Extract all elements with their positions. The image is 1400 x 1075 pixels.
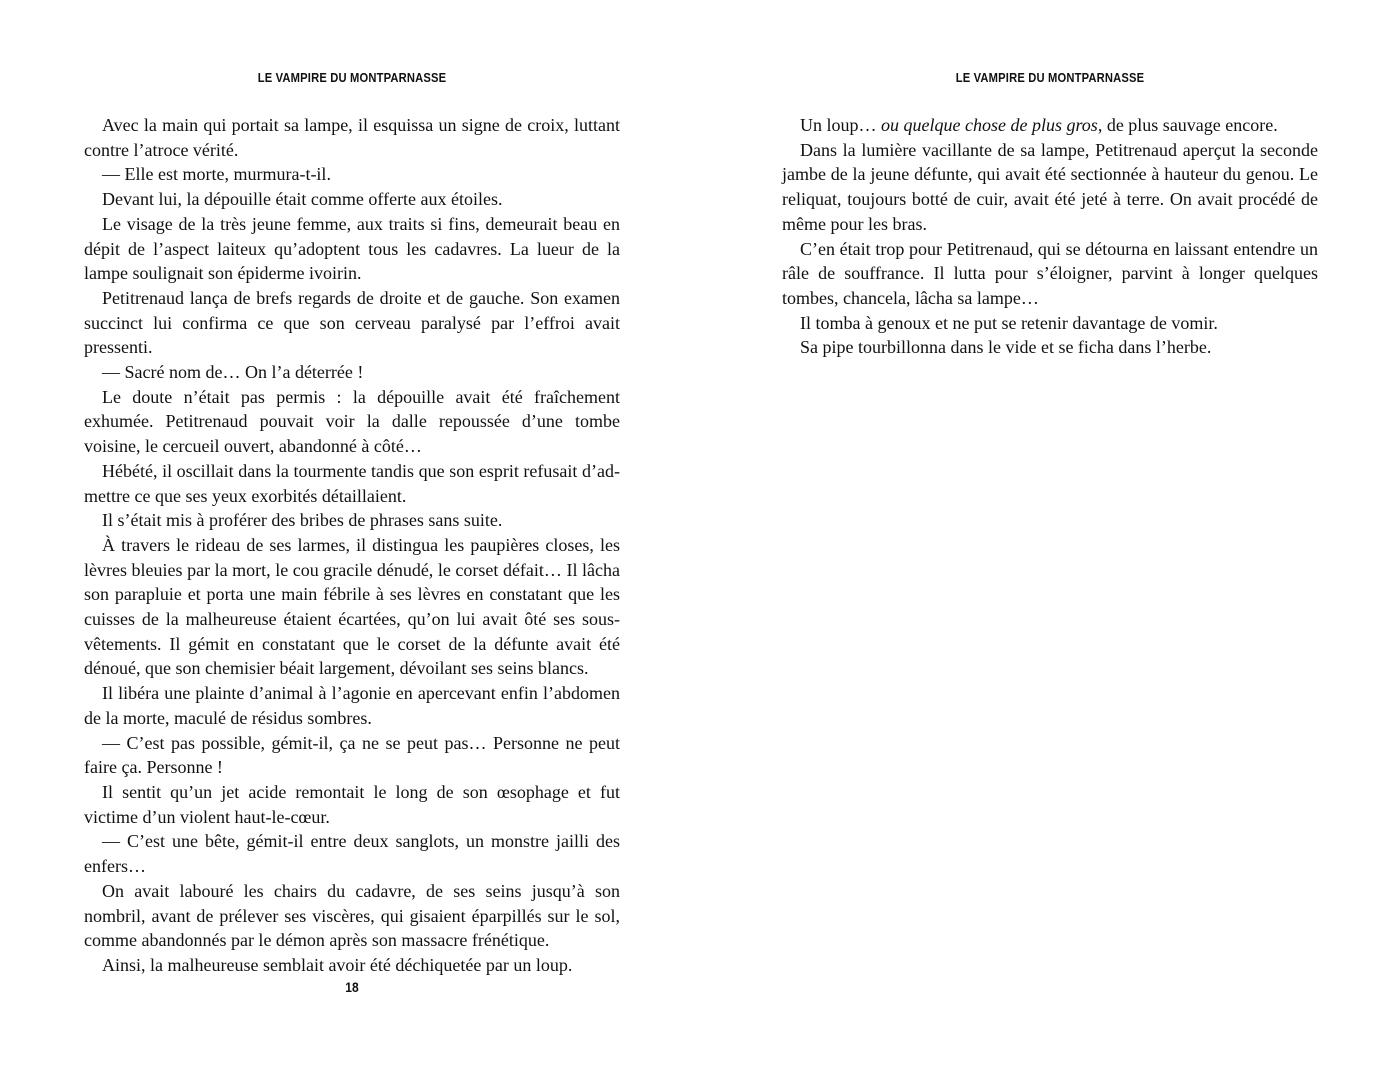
paragraph: À travers le rideau de ses larmes, il distingua les paupières closes, les lèvres bleuies par la mort, le cou gracile dénudé, le corset défait… Il lâcha son parapluie et porta une main fébrile à ses lèvres en constatant que les cuisses de la malheureuse étaient écartées, qu’on lui avait ôté ses sous-vêtements. Il gémit en constatant que le corset de la défunte avait été dénoué, que son chemisier béait largement, dévoilant ses seins blancs. bbox=[84, 534, 620, 679]
paragraph: — C’est pas possible, gémit-il, ça ne se peut pas… Personne ne peut faire ça. Personne ! bbox=[84, 732, 620, 778]
running-head: LE VAMPIRE DU MONTPARNASSE bbox=[955, 70, 1145, 85]
paragraph: Il s’était mis à proférer des bribes de phrases sans suite. bbox=[102, 510, 503, 531]
paragraph: — Sacré nom de… On l’a déterrée ! bbox=[102, 362, 364, 383]
paragraph: On avait labouré les chairs du cadavre, de ses seins jusqu’à son nombril, avant de prélever ses viscères, qui gisaient éparpillés sur le sol, comme abandonnés par le démon après son massacre frénétique. bbox=[84, 880, 620, 951]
text-run: , de plus sauvage encore. bbox=[1097, 115, 1278, 135]
right-page bbox=[782, 0, 1318, 1075]
page-number: 18 bbox=[345, 979, 359, 995]
paragraph: — C’est une bête, gémit-il entre deux sanglots, un monstre jailli des enfers… bbox=[84, 831, 620, 877]
left-body-text bbox=[84, 113, 620, 978]
paragraph bbox=[782, 113, 1318, 138]
paragraph: Avec la main qui portait sa lampe, il esquissa un signe de croix, luttant contre l’atroce vérité. bbox=[84, 115, 620, 160]
paragraph: Sa pipe tourbillonna dans le vide et se ficha dans l’herbe. bbox=[800, 337, 1212, 358]
paragraph: Il tomba à genoux et ne put se retenir davantage de vomir. bbox=[800, 312, 1218, 333]
paragraph: Ainsi, la malheureuse semblait avoir été déchiquetée par un loup. bbox=[102, 954, 573, 975]
right-body-text bbox=[782, 113, 1318, 360]
paragraph: Devant lui, la dépouille était comme offerte aux étoiles. bbox=[102, 189, 503, 210]
paragraph: Il libéra une plainte d’animal à l’agonie en apercevant enfin l’abdomen de la morte, maculé de résidus sombres. bbox=[84, 683, 620, 728]
paragraph: Le visage de la très jeune femme, aux traits si fins, demeurait beau en dépit de l’aspect laiteux qu’adoptent tous les cadavres. La lueur de la lampe soulignait son épiderme ivoirin. bbox=[84, 213, 620, 284]
paragraph: Hébété, il oscillait dans la tourmente tandis que son esprit refusait d’admettre ce que ses yeux exorbités détaillaient. bbox=[84, 460, 620, 506]
text-run: Un loup… bbox=[800, 115, 881, 135]
paragraph: Le doute n’était pas permis : la dépouille avait été fraîchement exhumée. Petitrenaud pouvait voir la dalle repoussée d’une tombe voisine, le cercueil ouvert, abandonné à côté… bbox=[84, 386, 620, 457]
italic-phrase: ou quelque chose de plus gros bbox=[881, 115, 1098, 135]
paragraph: Il sentit qu’un jet acide remontait le long de son œsophage et fut victime d’un violent haut-le-cœur. bbox=[84, 781, 620, 827]
paragraph: — Elle est morte, murmura-t-il. bbox=[102, 164, 331, 185]
paragraph: Dans la lumière vacillante de sa lampe, Petitrenaud aperçut la seconde jambe de la jeune défunte, qui avait été sectionnée à hauteur du genou. Le reliquat, toujours botté de cuir, avait été jeté à terre. On avait procédé de même pour les bras. bbox=[782, 139, 1318, 234]
paragraph: Petitrenaud lança de brefs regards de droite et de gauche. Son examen succinct lui confirma ce que son cerveau paralysé par l’effroi avait pressenti. bbox=[84, 287, 620, 358]
paragraph: C’en était trop pour Petitrenaud, qui se détourna en laissant entendre un râle de souffrance. Il lutta pour s’éloigner, parvint à longer quelques tombes, chancela, lâcha sa lampe… bbox=[782, 238, 1318, 308]
running-head: LE VAMPIRE DU MONTPARNASSE bbox=[257, 70, 447, 85]
left-page bbox=[84, 0, 620, 1075]
